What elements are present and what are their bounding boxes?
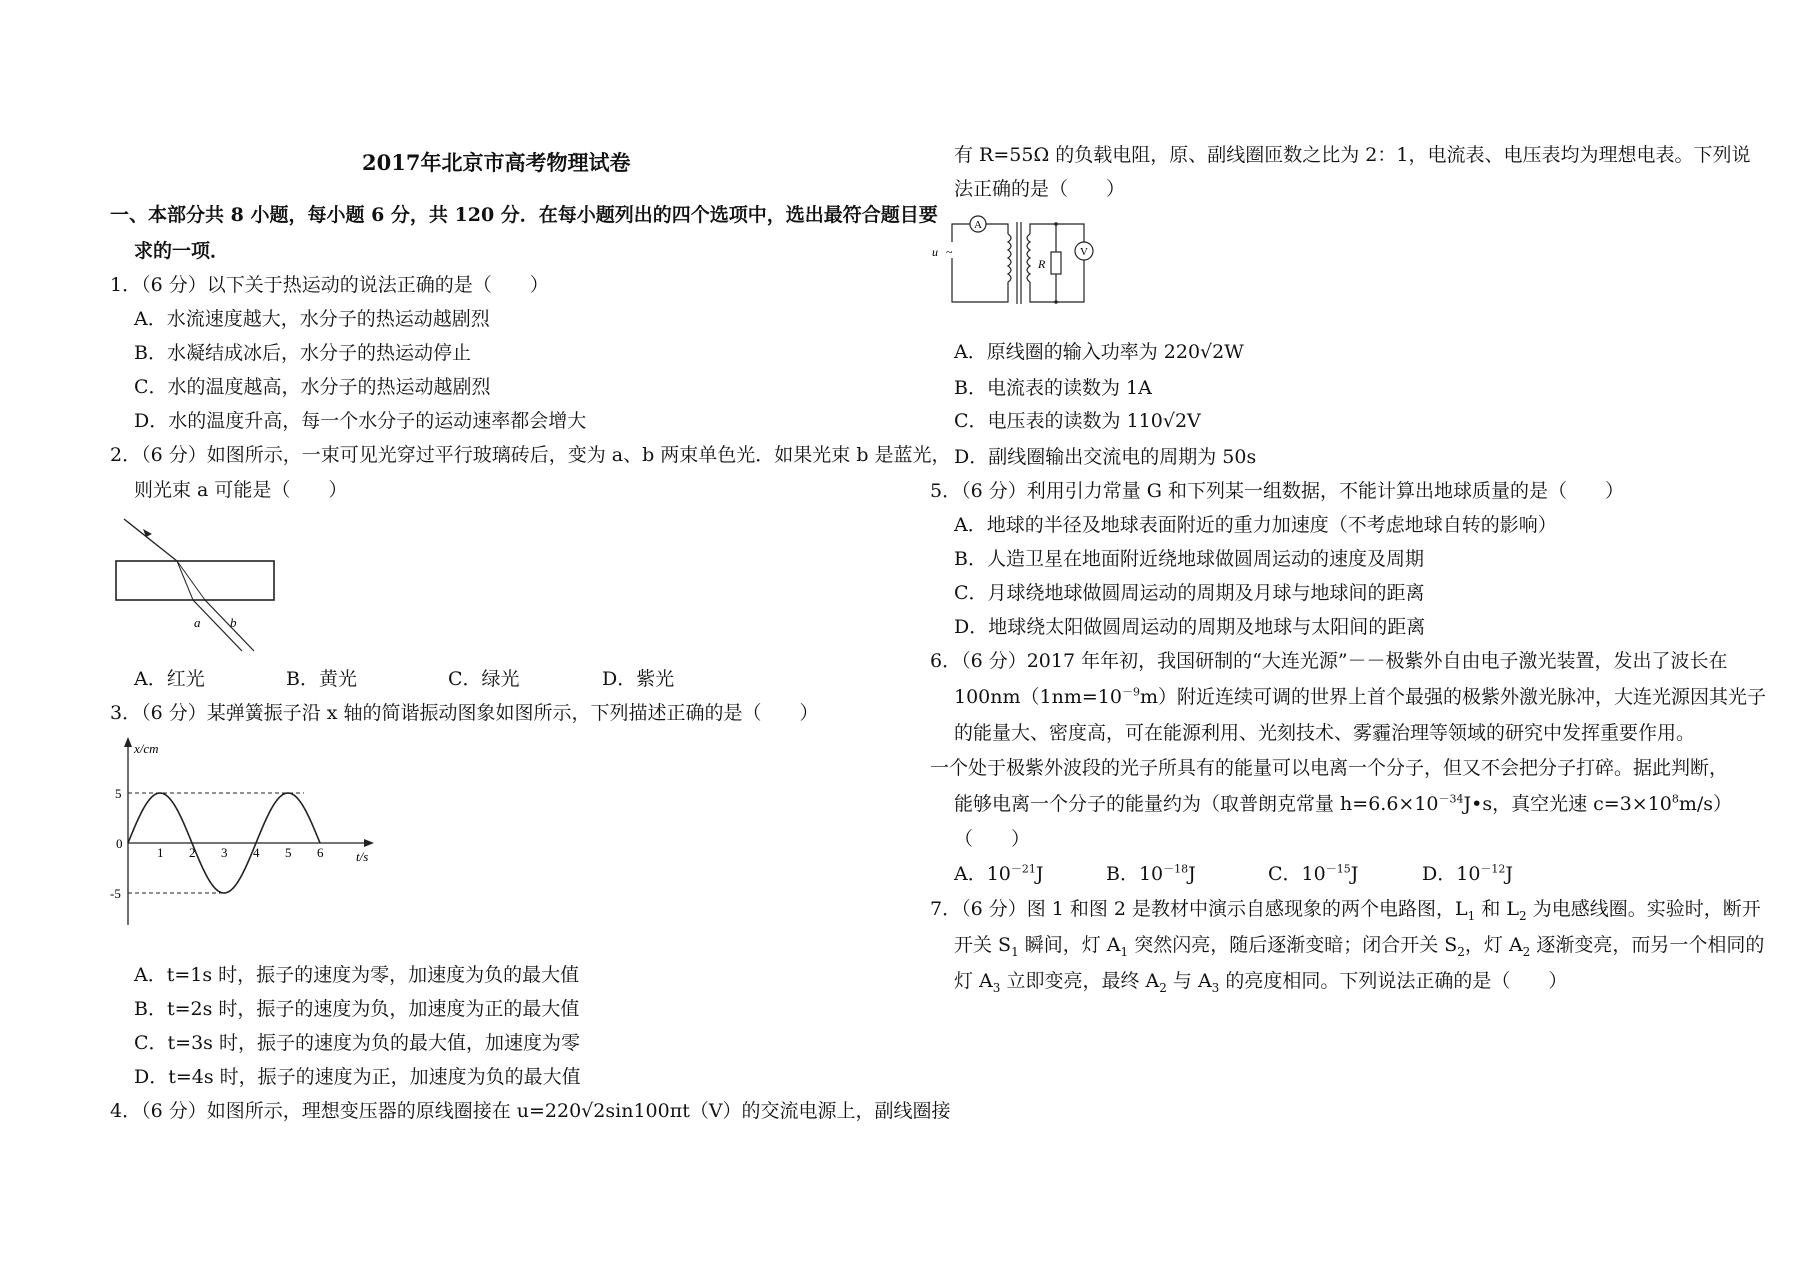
glass-slab-figure [110,515,280,655]
q4-option-a: A．原线圈的输入功率为 220√2W [954,341,1244,363]
y-axis-label: x/cm [134,741,159,756]
q4-option-d: D．副线圈输出交流电的周期为 50s [954,446,1257,468]
incident-ray [124,519,177,561]
q6-stem-line4: 一个处于极紫外波段的光子所具有的能量可以电离一个分子，但又不会把分子打碎。据此判断， [930,757,1729,779]
q3-option-d: D．t=4s 时，振子的速度为正，加速度为负的最大值 [134,1066,581,1088]
primary-coil [1008,234,1011,282]
q5-option-c: C．月球绕地球做圆周运动的周期及月球与地球间的距离 [954,582,1425,604]
shm-chart [110,735,380,935]
q2-option-c: C．绿光 [448,668,520,690]
junction-bottom [1054,300,1058,304]
q7-stem-line1: 7．（6 分）图 1 和图 2 是教材中演示自感现象的两个电路图，$L_1$ 和 $L_2$ 为电感线圈。实验时，断开 [930,898,1761,923]
x-tick-label: 2 [189,845,196,860]
q3-option-c: C．t=3s 时，振子的速度为负的最大值，加速度为零 [134,1032,580,1054]
glass-slab [116,561,274,600]
junction-top [1054,222,1058,226]
x-tick-label: 6 [317,845,324,860]
q6-stem-line1: 6．（6 分）2017 年年初，我国研制的“大连光源”－－极紫外自由电子激光装置，发出了波长在 [930,650,1728,672]
q5-stem: 5．（6 分）利用引力常量 G 和下列某一组数据，不能计算出地球质量的是（ ） [930,480,1624,502]
resistor-label: R [1038,257,1046,271]
q1-stem: 1．（6 分）以下关于热运动的说法正确的是（ ） [110,274,549,296]
q2-stem-line1: 2．（6 分）如图所示，一束可见光穿过平行玻璃砖后，变为 a、b 两束单色光．如果光束 b 是蓝光， [110,444,951,466]
q4-stem-line2: 有 R=55Ω 的负载电阻，原、副线圈匝数之比为 2：1，电流表、电压表均为理想电表。下列说 [954,144,1751,166]
q5-option-b: B．人造卫星在地面附近绕地球做圆周运动的速度及周期 [954,548,1424,570]
q6-stem-line2: $100nm(1nm=10^{-9}m)$附近连续可调的世界上首个最强的极紫外激光脉冲，大连光源因其光子 [954,685,1766,708]
q2-options [134,666,674,692]
q1-option-c: C．水的温度越高，水分子的热运动越剧烈 [134,376,491,398]
ammeter-label: A [974,219,982,231]
q4-stem-line1: 4．（6 分）如图所示，理想变压器的原线圈接在 u=220√2sin100πt（V）的交流电源上，副线圈接 [110,1100,951,1122]
q6-option-a: A．$10^{-21}J$ [954,862,1044,885]
q1-option-b: B．水凝结成冰后，水分子的热运动停止 [134,342,471,364]
q6-option-d: D．$10^{-12}J$ [1422,862,1514,885]
q1-option-d: D．水的温度升高，每一个水分子的运动速率都会增大 [134,410,587,432]
secondary-wire-top [1030,224,1084,242]
voltmeter-label: V [1080,246,1088,258]
q6-stem-line3: 的能量大、密度高，可在能源利用、光刻技术、雾霾治理等领域的研究中发挥重要作用。 [954,722,1696,744]
q2-option-d: D．紫光 [602,668,675,690]
ac-source-icon: ~ [946,245,953,259]
section-heading-line2: 求的一项． [134,240,230,262]
q3-option-b: B．t=2s 时，振子的速度为负，加速度为正的最大值 [134,998,580,1020]
q7-stem-line2: 开关 $S_1$ 瞬间，灯 $A_1$ 突然闪亮，随后逐渐变暗；闭合开关 $S_2$，灯 $A_2$ 逐渐变亮，而另一个相同的 [954,934,1765,959]
q6-stem-line6: （ ） [954,828,1031,850]
q2-option-a: A．红光 [134,668,205,690]
primary-wire-top-left [952,224,970,242]
q4-option-b: B．电流表的读数为 1A [954,377,1152,399]
q4-stem-line3: 法正确的是（ ） [954,178,1126,200]
q3-option-a: A．t=1s 时，振子的速度为零，加速度为负的最大值 [134,964,580,986]
x-tick-labels [157,845,324,860]
q1-option-a: A．水流速度越大，水分子的热运动越剧烈 [134,308,490,330]
secondary-coil [1027,234,1030,282]
primary-wire-bottom [952,258,1008,302]
y-tick-neg5: -5 [110,886,121,901]
y-tick-0: 0 [116,836,123,851]
q6-stem-line5: 能够电离一个分子的能量约为（取普朗克常量 $h=6.6\times 10^{-34}J•s$，真空光速 $c=3\times 10^8m/s$） [954,792,1733,815]
primary-wire-top-right [986,224,1008,234]
page-title: 2017年北京市高考物理试卷 [362,150,631,175]
q2-stem-line2: 则光束 a 可能是（ ） [134,479,348,501]
x-tick-label: 4 [253,845,260,860]
y-tick-5: 5 [115,786,122,801]
q6-options [954,861,1513,887]
x-tick-label: 3 [221,845,228,860]
x-axis-arrow [364,839,374,847]
section-heading-line1: 一、本部分共 8 小题，每小题 6 分，共 120 分．在每小题列出的四个选项中，选出最符合题目要 [110,204,938,226]
source-label: u [932,245,938,259]
resistor [1051,252,1061,274]
q7-stem-line3: 灯 $A_3$ 立即变亮，最终 $A_2$ 与 $A_3$ 的亮度相同。下列说法正确的是（ ） [954,970,1568,995]
transformer-circuit-figure [930,212,1100,312]
x-axis-label: t/s [356,849,369,864]
q2-option-b: B．黄光 [286,668,357,690]
q3-stem: 3．（6 分）某弹簧振子沿 x 轴的简谐振动图象如图所示，下列描述正确的是（ ） [110,702,819,724]
x-tick-label: 5 [285,845,292,860]
q6-option-b: B．$10^{-18}J$ [1106,862,1196,885]
q4-option-c: C．电压表的读数为 110√2V [954,410,1201,432]
y-axis-arrow [124,737,132,747]
q6-option-c: C．$10^{-15}J$ [1268,862,1359,885]
label-a: a [194,615,201,630]
q5-option-a: A．地球的半径及地球表面附近的重力加速度（不考虑地球自转的影响） [954,514,1557,536]
label-b: b [230,615,237,630]
q5-option-d: D．地球绕太阳做圆周运动的周期及地球与太阳间的距离 [954,616,1426,638]
x-tick-label: 1 [157,845,164,860]
